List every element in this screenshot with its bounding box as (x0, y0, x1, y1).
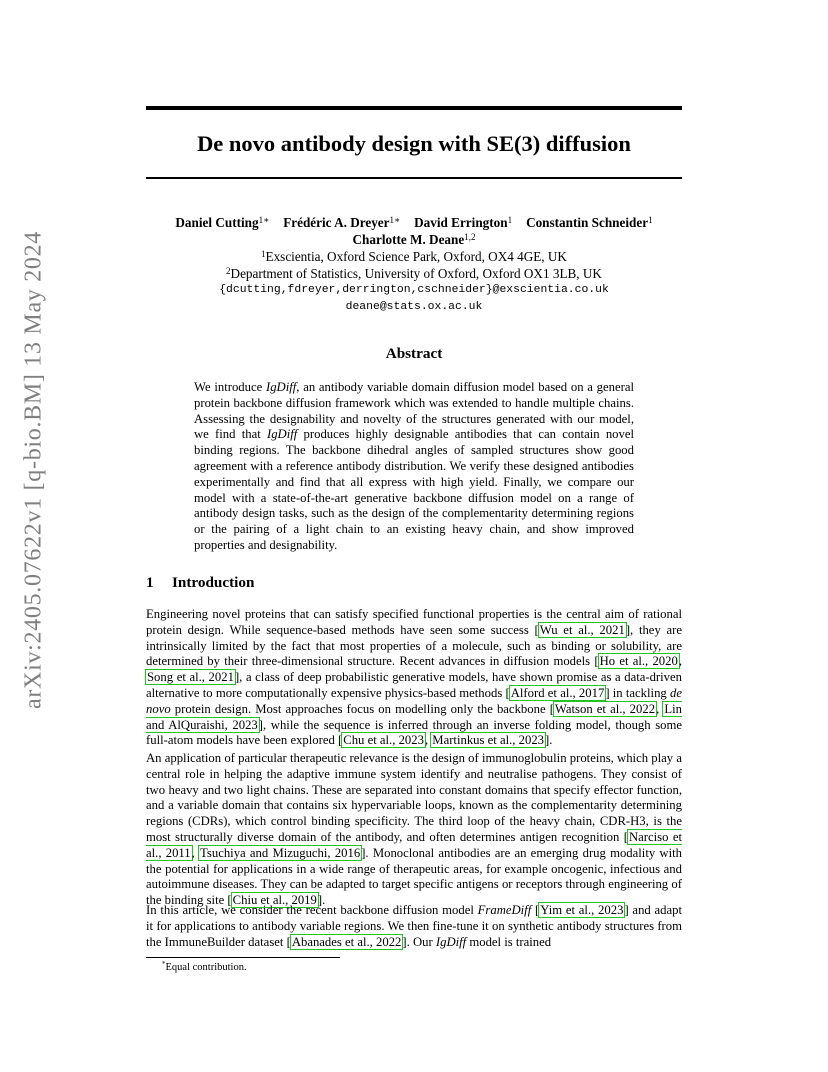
author-affiliation-mark: 1 (507, 215, 513, 225)
author-names-row-1 (146, 214, 682, 231)
author-email[interactable]: {dcutting,fdreyer,derrington,cschneider}@exscientia.co.uk (219, 284, 609, 296)
citation-link[interactable]: Narciso et al., 2011 (146, 829, 682, 860)
citation-link[interactable]: Abanades et al., 2022 (291, 934, 402, 949)
citation-link[interactable]: Watson et al., 2022 (554, 701, 656, 716)
model-name: FrameDiff (477, 903, 532, 917)
author-name: Daniel Cutting (175, 215, 259, 230)
author-block (146, 214, 682, 316)
affiliation: $^2$Department of Statistics, University of Oxford, Oxford OX1 3LB, UK (226, 266, 602, 281)
section-heading (146, 574, 254, 592)
arxiv-sidebar (14, 231, 54, 709)
footnote-text: Equal contribution. (165, 962, 247, 973)
author-name: Charlotte M. Deane (352, 232, 465, 247)
citation-link[interactable]: Chiu et al., 2019 (232, 893, 317, 908)
author-affiliation-mark: 1∗ (389, 215, 401, 225)
model-name: IgDiff (265, 380, 297, 394)
author-name: Frédéric A. Dreyer (283, 215, 390, 230)
title-rule-bottom (146, 177, 682, 179)
intro-paragraph-1: Engineering novel proteins that can satisfy specified functional properties is the central aim of rational protein design. While sequence-based methods have seen some success [Wu et al., 2021], they are intrinsically limited by the fact that most properties of a molecule, such as binding or solubility, are determined by their three-dimensional structure. Recent advances in diffusion models [Ho et al., 2020, Song et al., 2021], a class of deep probabilistic generative models, have shown promise as a data-driven alternative to more computationally expensive physics-based methods [Alford et al., 2017] in tackling de novo protein design. Most approaches focus on modelling only the backbone [Watson et al., 2022, Lin and AlQuraishi, 2023], while the sequence is inferred through an inverse folding model, though some full-atom models have been explored [Chu et al., 2023, Martinkus et al., 2023]. (146, 607, 683, 748)
citation-link[interactable]: Lin and AlQuraishi, 2023 (146, 701, 682, 732)
footnote-rule (146, 957, 340, 958)
author-affiliation-mark: 1 (648, 215, 653, 225)
citation-link[interactable]: Ho et al., 2020 (599, 654, 678, 669)
author-affiliation-mark: 1,2 (464, 232, 476, 242)
section-title: Introduction (172, 574, 255, 591)
abstract-text: We introduce IgDiff, an antibody variable domain diffusion model based on a general protein backbone diffusion framework which was extended to handle multiple chains. Assessing the designability and novelty of the structures generated with our model, we find that IgDiff produces highly designable antibodies that can contain novel binding regions. The backbone dihedral angles of sampled structures show good agreement with a reference antibody distribution. We verify these designed antibodies experimentally and find that all express with high yield. Finally, we compare our model with a state-of-the-art generative backbone diffusion model on a range of antibody design tasks, such as the design of the complementarity determining regions or the pairing of a light chain to an existing heavy chain, and show improved properties and designability. (194, 380, 635, 552)
author-affiliation-mark: 1∗ (258, 215, 270, 225)
arxiv-identifier: arXiv:2405.07622v1 [q-bio.BM] 13 May 2024 (20, 231, 47, 709)
citation-link[interactable]: Wu et al., 2021 (539, 622, 625, 637)
author-names-row-2 (146, 231, 682, 248)
paper-title: De novo antibody design with SE(3) diffusion (197, 131, 631, 156)
author-name: Constantin Schneider (526, 215, 649, 230)
author-name: David Errington (414, 215, 508, 230)
citation-link[interactable]: Martinkus et al., 2023 (432, 733, 545, 748)
affiliation: $^1$Exscientia, Oxford Science Park, Oxford, OX4 4GE, UK (261, 249, 567, 264)
citation-link[interactable]: Song et al., 2021 (147, 670, 234, 685)
citation-link[interactable]: Alford et al., 2017 (510, 685, 605, 700)
intro-paragraph-3: In this article, we consider the recent backbone diffusion model FrameDiff [Yim et al., 2023] and adapt it for applications to antibody variable regions. We then fine-tune it on synthetic antibody structures from the ImmuneBuilder dataset [Abanades et al., 2022]. Our IgDiff model is trained (146, 903, 682, 949)
intro-paragraph-2: An application of particular therapeutic relevance is the design of immunoglobulin proteins, which play a central role in helping the adaptive immune system identify and neutralise pathogens. They consist of two heavy and two light chains. These are separated into constant domains that specify effector function, and a variable domain that contains six hypervariable loops, known as the complementarity determining regions (CDRs), which control binding specificity. The third loop of the heavy chain, CDR-H3, is the most structurally diverse domain of the antibody, and often determines antigen recognition [Narciso et al., 2011, Tsuchiya and Mizuguchi, 2016]. Monoclonal antibodies are an emerging drug modality with the potential for applications in a wide range of therapeutic areas, for example oncogenic, infectious and autoimmune diseases. They can be adapted to target specific antigens or receptors through engineering of the binding site [Chiu et al., 2019]. (146, 751, 682, 908)
abstract-heading: Abstract (385, 345, 443, 362)
footnote-mark: * (162, 960, 166, 968)
footnote (162, 961, 247, 975)
model-name: IgDiff (435, 934, 467, 949)
model-name: IgDiff (266, 427, 298, 442)
section-number: 1 (146, 574, 154, 591)
title-rule-top (146, 106, 682, 110)
author-email[interactable]: deane@stats.ox.ac.uk (345, 301, 483, 313)
citation-link[interactable]: Tsuchiya and Mizuguchi, 2016 (200, 845, 361, 860)
citation-link[interactable]: Yim et al., 2023 (540, 903, 624, 917)
citation-link[interactable]: Chu et al., 2023 (343, 733, 424, 748)
